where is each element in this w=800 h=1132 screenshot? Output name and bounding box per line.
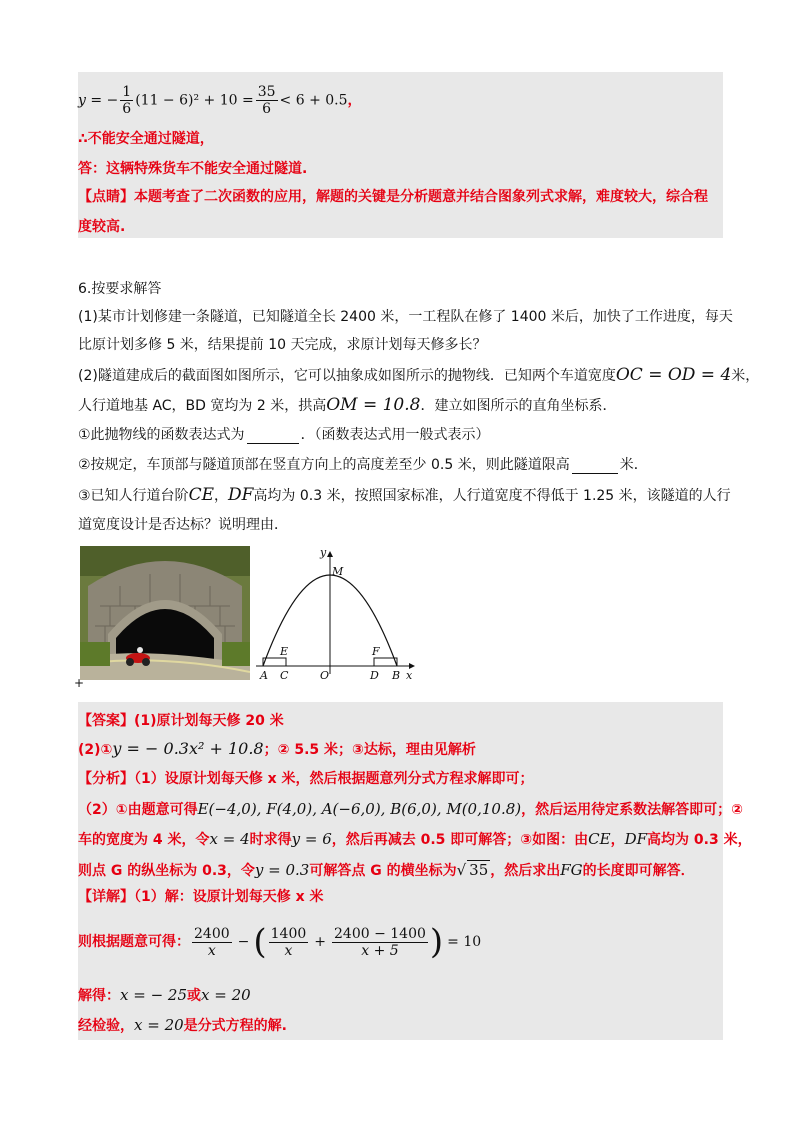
text: ③已知人行道台阶: [78, 488, 189, 504]
math-points: E(−4,0), F(4,0), A(−6,0), B(6,0), M(0,10.8): [197, 800, 522, 818]
text: 时求得: [249, 832, 292, 848]
frac-num: 2400: [194, 925, 230, 942]
math: DF: [624, 830, 648, 848]
text: 则点 G 的纵坐标为 0.3，令: [78, 863, 255, 879]
eq-lhs: y = −: [78, 92, 119, 109]
text: ；② 5.5 米；③达标，理由见解析: [263, 742, 476, 758]
paren-open: (: [253, 922, 267, 962]
equation-line: [78, 84, 362, 117]
frac-den: x + 5: [361, 942, 399, 959]
step-right: [374, 658, 397, 666]
label-d: D: [370, 669, 379, 682]
conclusion-line: ∴不能安全通过隧道，: [78, 131, 214, 147]
math: x = 20: [201, 986, 251, 1004]
eq-middle: (11 − 6)² + 10 =: [135, 92, 254, 109]
text: ①此抛物线的函数表达式为: [78, 427, 245, 443]
label-o: O: [320, 669, 330, 682]
eq-tail: ，: [347, 92, 362, 109]
math-om: OM = 10.8: [326, 395, 421, 415]
text: （2）①由题意可得: [78, 802, 198, 818]
fraction-1400-x: [269, 926, 309, 959]
math: x = − 25: [120, 986, 187, 1004]
step-left: [263, 658, 286, 666]
problem-part2-line2: [78, 396, 616, 415]
frac-den: x: [284, 942, 293, 959]
answer-blank-1: [247, 429, 299, 444]
math: y = 6: [291, 830, 332, 848]
fraction-2400-x: [192, 926, 232, 959]
fraction-35-6: [256, 84, 278, 117]
label-e: E: [280, 645, 289, 658]
text: ，然后求出: [490, 863, 561, 879]
text: ，: [610, 832, 625, 848]
detail-equation: [78, 922, 481, 962]
text: 车的宽度为 4 米，令: [78, 832, 210, 848]
frac-num: 1400: [270, 925, 307, 942]
plus: +: [314, 934, 327, 950]
text: ，: [213, 488, 228, 504]
text: 可解答点 G 的横坐标为: [309, 863, 457, 879]
text: 是分式方程的解.: [183, 1018, 287, 1034]
parabola-diagram: [250, 546, 420, 684]
sqrt-symbol: √ 35: [456, 861, 489, 879]
answer-line-2: [78, 740, 476, 759]
label-x: x: [406, 669, 413, 682]
label-c: C: [280, 669, 289, 682]
text: ②按规定，车顶部与隧道顶部在竖直方向上的高度差至少 0.5 米，则此隧道限高: [78, 457, 570, 473]
analysis-line-3: [78, 830, 752, 849]
sqrt-radicand: 35: [469, 861, 489, 879]
frac-den: 6: [122, 101, 132, 117]
analysis-line-4: [78, 860, 695, 880]
text: ．建立如图所示的直角坐标系．: [420, 398, 617, 414]
math-oc-od: OC = OD = 4: [615, 365, 732, 385]
problem-part2-line1: [78, 366, 759, 385]
problem-title: 6.按要求解答: [78, 281, 162, 297]
math-df: DF: [227, 485, 254, 505]
text: (2)隧道建成后的截面图如图所示，它可以抽象成如图所示的抛物线．已知两个车道宽度: [78, 368, 616, 384]
text: 则根据题意可得：: [78, 934, 190, 950]
eq-rhs: < 6 + 0.5: [279, 92, 348, 109]
text: (2)①: [78, 742, 113, 758]
analysis-line-1: 【分析】（1）设原计划每天修 x 米，然后根据题意列分式方程求解即可；: [78, 771, 534, 787]
question-2: [78, 456, 648, 474]
text: 高均为 0.3 米，: [647, 832, 752, 848]
answer-line-1: 【答案】(1)原计划每天修 20 米: [78, 713, 284, 729]
frac-num: 1: [122, 84, 132, 100]
detail-solution: [78, 986, 251, 1005]
fraction-diff: [332, 926, 428, 959]
frac-num: 2400 − 1400: [334, 925, 426, 942]
paren-close: ): [429, 922, 444, 962]
math: y = 0.3: [254, 861, 310, 879]
text: 或: [187, 988, 201, 1004]
text: 高均为 0.3 米，按照国家标准，人行道宽度不得低于 1.25 米，该隧道的人行: [253, 488, 731, 504]
text: 米，: [731, 368, 760, 384]
frac-num: 35: [257, 84, 276, 100]
label-m: M: [332, 565, 344, 578]
note-line-1: 【点睛】本题考查了二次函数的应用，解题的关键是分析题意并结合图象列式求解，难度较大，综合程: [78, 189, 708, 205]
frac-den: x: [207, 942, 216, 959]
analysis-line-2: [78, 800, 743, 819]
math: x = 20: [134, 1016, 184, 1034]
problem-part1-line1: (1)某市计划修建一条隧道，已知隧道全长 2400 米，一工程队在修了 1400 米后，加快了工作进度，每天: [78, 309, 733, 325]
label-a: A: [260, 669, 268, 682]
question-1: [78, 426, 490, 444]
text: ，然后运用待定系数法解答即可；②: [521, 802, 743, 818]
problem-part1-line2: 比原计划多修 5 米，结果提前 10 天完成，求原计划每天修多长？: [78, 337, 487, 353]
label-y: y: [320, 546, 327, 559]
question-3-line1: [78, 486, 731, 505]
label-f: F: [372, 645, 380, 658]
plus-mark: +: [74, 676, 85, 690]
detail-line-1: 【详解】（1）解：设原计划每天修 x 米: [78, 889, 324, 905]
answer-line: 答：这辆特殊货车不能安全通过隧道.: [78, 161, 308, 177]
question-3-line2: 道宽度设计是否达标？说明理由．: [78, 517, 288, 533]
text: ．（函数表达式用一般式表示）: [300, 427, 490, 443]
text: ，然后再减去 0.5 即可解答；③如图：由: [331, 832, 589, 848]
minus: −: [237, 934, 250, 950]
tunnel-photo: [80, 546, 250, 680]
text: 的长度即可解答．: [582, 863, 695, 879]
answer-blank-2: [572, 459, 618, 474]
math-answer-equation: y = − 0.3x² + 10.8: [112, 739, 264, 758]
math: FG: [560, 861, 583, 879]
text: 米．: [619, 457, 648, 473]
equals-ten: = 10: [447, 934, 482, 950]
detail-check: [78, 1016, 287, 1035]
label-b: B: [392, 669, 401, 682]
frac-den: 6: [262, 101, 272, 117]
text: 人行道地基 AC，BD 宽均为 2 米，拱高: [78, 398, 327, 414]
fraction-one-sixth: [120, 84, 133, 117]
text: 解得：: [78, 988, 120, 1004]
text: 经检验，: [78, 1018, 134, 1034]
math-ce: CE: [188, 485, 214, 505]
math: CE: [588, 830, 611, 848]
note-line-2: 度较高.: [78, 219, 126, 235]
math: x = 4: [209, 830, 250, 848]
